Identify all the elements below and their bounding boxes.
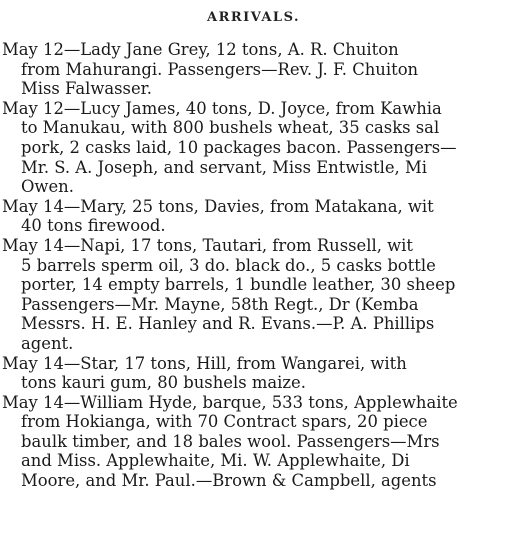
entry-line: May 14—William Hyde, barque, 533 tons, Applewhaite (2, 392, 458, 412)
entry-line: May 12—Lucy James, 40 tons, D. Joyce, from Kawhia (2, 98, 442, 118)
arrival-entry-mary (0, 197, 507, 236)
arrival-entry-william-hyde (0, 393, 507, 491)
arrival-entry-napi (0, 236, 507, 354)
entry-line: May 12—Lady Jane Grey, 12 tons, A. R. Chuiton (2, 40, 399, 59)
entry-line: tons kauri gum, 80 bushels maize. (21, 373, 306, 393)
entry-line: Passengers—Mr. Mayne, 58th Regt., Dr (Kemba (21, 294, 419, 314)
arrivals-list (0, 40, 507, 491)
entry-line: Owen. (21, 177, 74, 197)
entry-line: May 14—Star, 17 tons, Hill, from Wangarei, with (2, 353, 407, 373)
entry-line: Mr. S. A. Joseph, and servant, Miss Entwistle, Mi (21, 157, 427, 177)
entry-line: May 14—Mary, 25 tons, Davies, from Matakana, wit (2, 196, 434, 216)
arrival-entry-lucy-james (0, 99, 507, 197)
entry-line: 40 tons firewood. (21, 216, 166, 236)
entry-line: 5 barrels sperm oil, 3 do. black do., 5 casks bottle (21, 255, 436, 275)
entry-line: pork, 2 casks laid, 10 packages bacon. Passengers— (21, 137, 457, 157)
entry-line: to Manukau, with 800 bushels wheat, 35 casks sal (21, 118, 440, 138)
entry-line: agent. (21, 333, 74, 353)
entry-line: Miss Falwasser. (21, 79, 152, 99)
section-heading: ARRIVALS. (206, 10, 301, 25)
entry-line: and Miss. Applewhaite, Mi. W. Applewhaite, Di (21, 451, 410, 471)
entry-line: Moore, and Mr. Paul.—Brown & Campbell, agents (21, 471, 437, 491)
entry-line: May 14—Napi, 17 tons, Tautari, from Russell, wit (2, 235, 413, 255)
entry-line: from Mahurangi. Passengers—Rev. J. F. Chuiton (21, 59, 419, 79)
arrival-entry-lady-jane-grey (0, 40, 507, 99)
entry-line: baulk timber, and 18 bales wool. Passengers—Mrs (21, 431, 440, 451)
arrival-entry-star (0, 354, 507, 393)
entry-line: porter, 14 empty barrels, 1 bundle leather, 30 sheep (21, 275, 456, 295)
entry-line: Messrs. H. E. Hanley and R. Evans.—P. A. Phillips (21, 314, 435, 334)
entry-line: from Hokianga, with 70 Contract spars, 20 piece (21, 412, 428, 432)
